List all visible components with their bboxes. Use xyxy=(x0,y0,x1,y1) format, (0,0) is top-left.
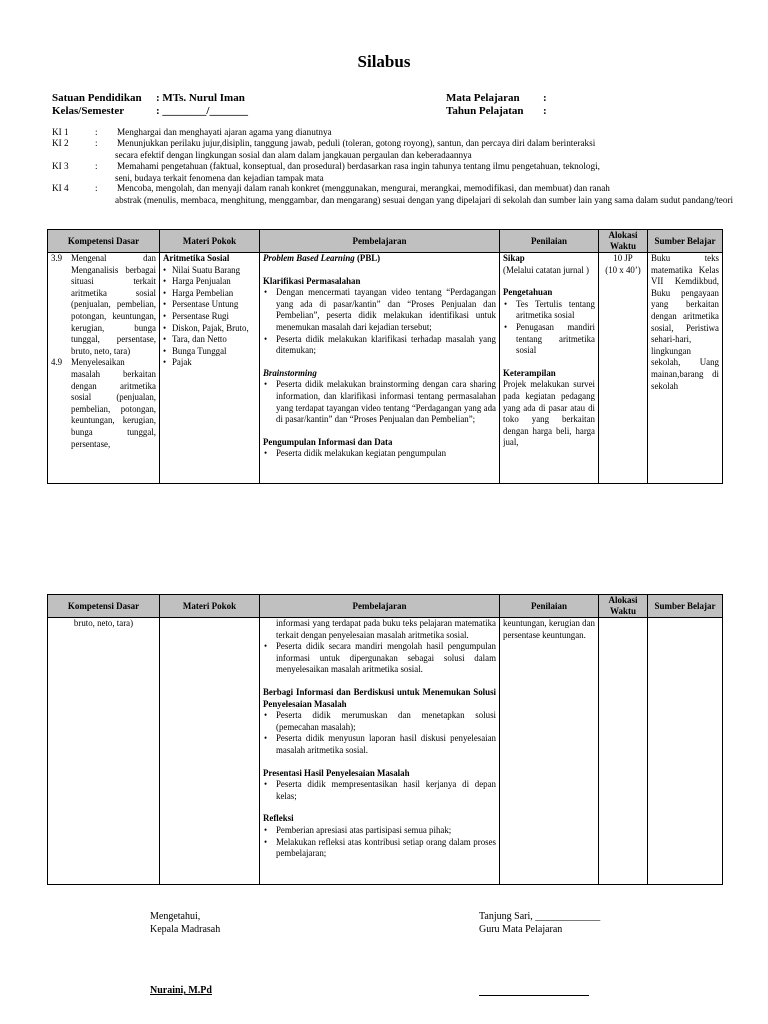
pembelajaran-cell xyxy=(260,253,500,484)
alokasi-jp: 10 JP xyxy=(613,253,633,263)
ki-text: Memahami pengetahuan (faktual, konseptual, dan prosedural) berdasarkan rasa ingin tahunya tentang ilmu pengetahuan, teknologi, seni, budaya terkait fenomena dan kejadian tampak mata xyxy=(115,161,600,183)
list-item: • Pemberian apresiasi atas partisipasi semua pihak; xyxy=(263,825,496,837)
header-materi-pokok: Materi Pokok xyxy=(160,595,260,618)
list-item: • Persentase Untung xyxy=(163,299,256,311)
pbl-heading: Problem Based Learning (PBL) xyxy=(263,253,381,263)
materi-cell xyxy=(160,618,260,885)
mengetahui-label: Mengetahui, xyxy=(150,911,201,922)
header-pembelajaran: Pembelajaran xyxy=(260,230,500,253)
tahun-value: : xyxy=(543,105,547,117)
guru-signature-line xyxy=(479,995,589,996)
pengumpulan-list xyxy=(263,448,496,460)
tahun-label: Tahun Pelajatan xyxy=(446,105,524,117)
list-item: • Harga Pembelian xyxy=(163,288,256,300)
kelas-value: : ________/_______ xyxy=(156,105,248,117)
alokasi-cell xyxy=(599,253,648,484)
klarifikasi-heading: Klarifikasi Permasalahan xyxy=(263,275,361,286)
materi-title: Aritmetika Sosial xyxy=(163,253,230,263)
materi-cell xyxy=(160,253,260,484)
satuan-label: Satuan Pendidikan xyxy=(52,92,142,104)
list-item: • Peserta didik merumuskan dan menetapkan solusi (pemecahan masalah); xyxy=(263,710,496,733)
refleksi-heading: Refleksi xyxy=(263,813,294,824)
ki-3 xyxy=(52,161,752,185)
list-item: • Harga Penjualan xyxy=(163,276,256,288)
list-item: • Penugasan mandiri tentang aritmetika sosial xyxy=(503,322,595,357)
kd-3-9: 3.9 Mengenal dan Menganalisis berbagai situasi terkait aritmetika sosial (penjualan, pembelian, potongan, keuntungan, kerugian, bunga tunggal, persentase, bruto, neto, tara) xyxy=(51,253,156,356)
header-penilaian: Penilaian xyxy=(500,230,599,253)
sikap-heading: Sikap xyxy=(503,253,525,263)
ki-colon: : xyxy=(95,161,98,171)
ki-label: KI 4 xyxy=(52,183,69,193)
klarifikasi-list xyxy=(263,287,496,357)
ki-2 xyxy=(52,138,752,162)
table-row xyxy=(48,618,723,885)
berbagi-list xyxy=(263,710,496,756)
refleksi-list xyxy=(263,825,496,860)
ki-colon: : xyxy=(95,138,98,148)
signature-right xyxy=(479,910,600,936)
header-kompetensi-dasar: Kompetensi Dasar xyxy=(48,595,160,618)
kd-cell xyxy=(48,253,160,484)
ki-text: Menunjukkan perilaku jujur,disiplin, tanggung jawab, peduli (toleran, gotong royong), santun, dan percaya diri dalam berinteraksi secara efektif dengan lingkungan sosial dan alam dalam jangkauan pergaulan dan keberadaannya xyxy=(115,138,596,160)
olah-info-list xyxy=(263,641,496,676)
list-item: • Peserta didik melakukan klarifikasi terhadap masalah yang ditemukan; xyxy=(263,334,496,357)
list-item: • Peserta didik melakukan kegiatan pengumpulan xyxy=(263,448,496,460)
ki-colon: : xyxy=(95,127,98,137)
kd-continuation: bruto, neto, tara) xyxy=(73,618,134,628)
list-item: • Dengan mencermati tayangan video tentang “Perdagangan yang ada di pasar/kantin” dan “Proses Penjualan dan Pembelian”, peserta didik melakukan identifikasi untuk menemukan masalah dari kejadian tersebut; xyxy=(263,287,496,333)
list-item: • Peserta didik mempresentasikan hasil kerjanya di depan kelas; xyxy=(263,779,496,802)
header-pembelajaran: Pembelajaran xyxy=(260,595,500,618)
header-kompetensi-dasar: Kompetensi Dasar xyxy=(48,230,160,253)
ki-label: KI 1 xyxy=(52,127,69,137)
table-row xyxy=(48,253,723,484)
place-date-label: Tanjung Sari, _____________ xyxy=(479,911,601,922)
satuan-value: : MTs. Nurul Iman xyxy=(156,92,245,104)
ki-colon: : xyxy=(95,183,98,193)
mapel-label: Mata Pelajaran xyxy=(446,92,520,104)
sumber-cell xyxy=(648,253,723,484)
list-item: • Diskon, Pajak, Bruto, xyxy=(163,323,256,335)
alokasi-detail: (10 x 40’) xyxy=(605,264,641,275)
pengumpulan-continuation: informasi yang terdapat pada buku teks pelajaran matematika terkait dengan penyelesaian masalah aritmetika sosial. xyxy=(276,618,496,640)
guru-label: Guru Mata Pelajaran xyxy=(479,924,563,935)
header-materi-pokok: Materi Pokok xyxy=(160,230,260,253)
silabus-table-page-2 xyxy=(47,594,723,885)
pembelajaran-cell xyxy=(260,618,500,885)
ki-text: Mencoba, mengolah, dan menyaji dalam ranah konkret (menggunakan, mengurai, merangkai, memodifikasi, dan membuat) dan ranah abstrak (menulis, membaca, menghitung, menggambar, dan mengarang) sesuai dengan yang dipelajari di sekolah dan sumber lain yang sama dalam sudut pandang/teori xyxy=(115,183,734,205)
materi-list xyxy=(163,265,256,369)
header-sumber-belajar: Sumber Belajar xyxy=(648,595,723,618)
penilaian-cell xyxy=(500,253,599,484)
kd-4-9: 4.9 Menyelesaikan masalah berkaitan dengan aritmetika sosial (penjualan, pembelian, potongan, keuntungan, kerugian, bunga tunggal, persentase, xyxy=(51,357,156,449)
silabus-table-page-1 xyxy=(47,229,723,484)
table-header-row xyxy=(48,595,723,618)
brainstorming-list xyxy=(263,379,496,425)
ki-label: KI 3 xyxy=(52,161,69,171)
sumber-cell xyxy=(648,618,723,885)
presentasi-list xyxy=(263,779,496,802)
document-title: Silabus xyxy=(357,52,411,71)
presentasi-heading: Presentasi Hasil Penyelesaian Masalah xyxy=(263,767,410,778)
kepala-madrasah-name: Nuraini, M.Pd xyxy=(150,985,212,996)
brainstorming-heading: Brainstorming xyxy=(263,367,317,378)
penilaian-cell xyxy=(500,618,599,885)
signature-left xyxy=(150,910,220,936)
mapel-value: : xyxy=(543,92,547,104)
list-item: • Tara, dan Netto xyxy=(163,334,256,346)
berbagi-heading: Berbagi Informasi dan Berdiskusi untuk Menemukan Solusi Penyelesaian Masalah xyxy=(263,686,496,709)
list-item: • Persentase Rugi xyxy=(163,311,256,323)
pengumpulan-heading: Pengumpulan Informasi dan Data xyxy=(263,436,393,447)
kd-cell xyxy=(48,618,160,885)
ki-4 xyxy=(52,183,752,219)
list-item: • Peserta didik secara mandiri mengolah hasil pengumpulan informasi untuk dipergunakan sebagai solusi dalam menyelesaikan masalah aritmetika sosial. xyxy=(263,641,496,676)
list-item: • Tes Tertulis tentang aritmetika sosial xyxy=(503,299,595,322)
header-alokasi-waktu: Alokasi Waktu xyxy=(599,595,648,618)
keterampilan-text: Projek melakukan survei pada kegiatan pedagang yang ada di pasar atau di toko yang berkaitan dengan harga beli, harga jual, xyxy=(503,379,595,448)
pengetahuan-list xyxy=(503,299,595,357)
kelas-label: Kelas/Semester xyxy=(52,105,125,117)
sikap-text: (Melalui catatan jurnal ) xyxy=(503,264,589,275)
header-alokasi-waktu: Alokasi Waktu xyxy=(599,230,648,253)
sumber-text: Buku teks matematika Kelas VII Kemdikbud, Buku pengayaan yang berkaitan dengan aritmetika sosial, Peristiwa sehari-hari, lingkungan sekolah, Uang mainan,barang di sekolah xyxy=(651,253,719,391)
kepala-madrasah-label: Kepala Madrasah xyxy=(150,924,221,935)
penilaian-continuation: keuntungan, kerugian dan persentase keuntungan. xyxy=(503,618,595,640)
list-item: • Peserta didik menyusun laporan hasil diskusi penyelesaian masalah aritmetika sosial. xyxy=(263,733,496,756)
ki-text: Menghargai dan menghayati ajaran agama yang dianutnya xyxy=(117,127,332,137)
list-item: • Melakukan refleksi atas kontribusi setiap orang dalam proses pembelajaran; xyxy=(263,837,496,860)
table-header-row xyxy=(48,230,723,253)
header-penilaian: Penilaian xyxy=(500,595,599,618)
keterampilan-heading: Keterampilan xyxy=(503,367,556,378)
list-item: • Pajak xyxy=(163,357,256,369)
alokasi-cell xyxy=(599,618,648,885)
header-sumber-belajar: Sumber Belajar xyxy=(648,230,723,253)
pengetahuan-heading: Pengetahuan xyxy=(503,287,553,298)
list-item: • Nilai Suatu Barang xyxy=(163,265,256,277)
list-item: • Peserta didik melakukan brainstorming dengan cara sharing information, dan klarifikasi informasi tentang permasalahan yang terdapat tayangan video tentang “Perdagangan yang ada di pasar/kantin” dan “Proses Penjualan dan Pembelian”; xyxy=(263,379,496,425)
list-item: • Bunga Tunggal xyxy=(163,346,256,358)
ki-label: KI 2 xyxy=(52,138,69,148)
